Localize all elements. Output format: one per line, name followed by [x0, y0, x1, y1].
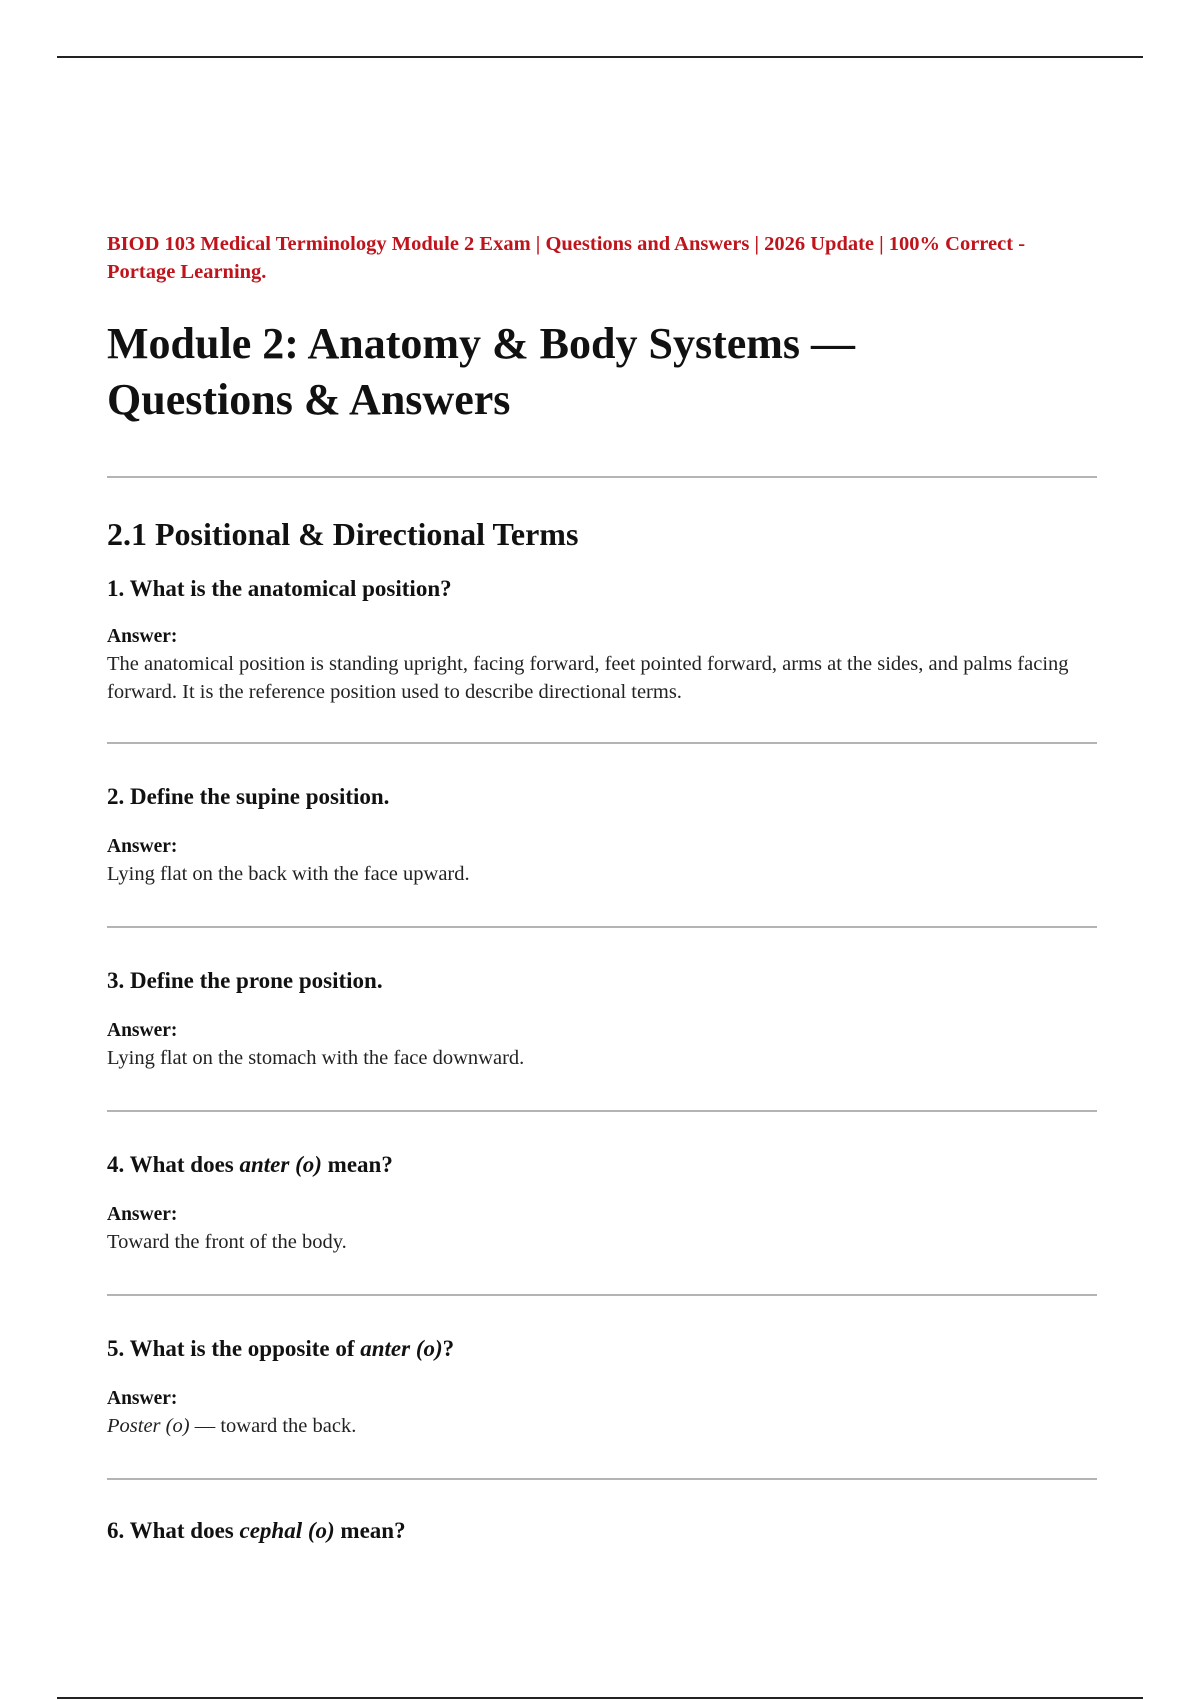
qa-item	[107, 1112, 1097, 1294]
question-title	[107, 1150, 1097, 1180]
answer-rest: — toward the back.	[189, 1415, 357, 1437]
document-content	[107, 230, 1097, 1566]
question-title: 2. Define the supine position.	[107, 784, 390, 809]
question-term: anter (o)	[360, 1336, 443, 1361]
answer-text: Toward the front of the body.	[107, 1231, 347, 1253]
question-title-prefix: 5. What is the opposite of	[107, 1336, 361, 1361]
question-title-suffix: mean?	[334, 1518, 406, 1543]
answer-term: Poster (o)	[107, 1415, 190, 1437]
page-title	[107, 316, 1097, 428]
question-title-prefix: 4. What does	[107, 1152, 240, 1177]
question-title-prefix: 6. What does	[107, 1518, 240, 1543]
question-title-suffix: mean?	[321, 1152, 393, 1177]
answer-label: Answer:	[107, 836, 178, 857]
answer-text	[107, 1412, 1097, 1440]
question-title	[107, 1516, 1097, 1546]
question-title: 3. Define the prone position.	[107, 968, 383, 993]
page-top-rule	[57, 56, 1143, 58]
question-title: 1. What is the anatomical position?	[107, 576, 452, 601]
answer-text: Lying flat on the back with the face upward.	[107, 863, 470, 885]
question-title-suffix: ?	[442, 1336, 455, 1361]
qa-item	[107, 574, 1097, 742]
answer-text: The anatomical position is standing upright, facing forward, feet pointed forward, arms at the sides, and palms facing forward. It is the reference position used to describe directional terms.	[107, 653, 1069, 703]
exam-header: BIOD 103 Medical Terminology Module 2 Exam | Questions and Answers | 2026 Update | 100% Correct - Portage Learning.	[107, 233, 1026, 283]
question-term: anter (o)	[239, 1152, 322, 1177]
question-title	[107, 1334, 1097, 1364]
qa-item	[107, 1480, 1097, 1546]
answer-label: Answer:	[107, 1388, 178, 1409]
qa-item	[107, 1296, 1097, 1478]
page-title-line-2: Questions & Answers	[107, 375, 511, 424]
page-title-line-1: Module 2: Anatomy & Body Systems —	[107, 319, 856, 368]
divider	[107, 476, 1097, 478]
qa-item	[107, 744, 1097, 926]
answer-text: Lying flat on the stomach with the face downward.	[107, 1047, 525, 1069]
page-bottom-rule	[57, 1697, 1143, 1699]
answer-label: Answer:	[107, 626, 178, 647]
question-term: cephal (o)	[239, 1518, 335, 1543]
section-title: 2.1 Positional & Directional Terms	[107, 516, 579, 552]
qa-item	[107, 928, 1097, 1110]
answer-label: Answer:	[107, 1204, 178, 1225]
answer-label: Answer:	[107, 1020, 178, 1041]
